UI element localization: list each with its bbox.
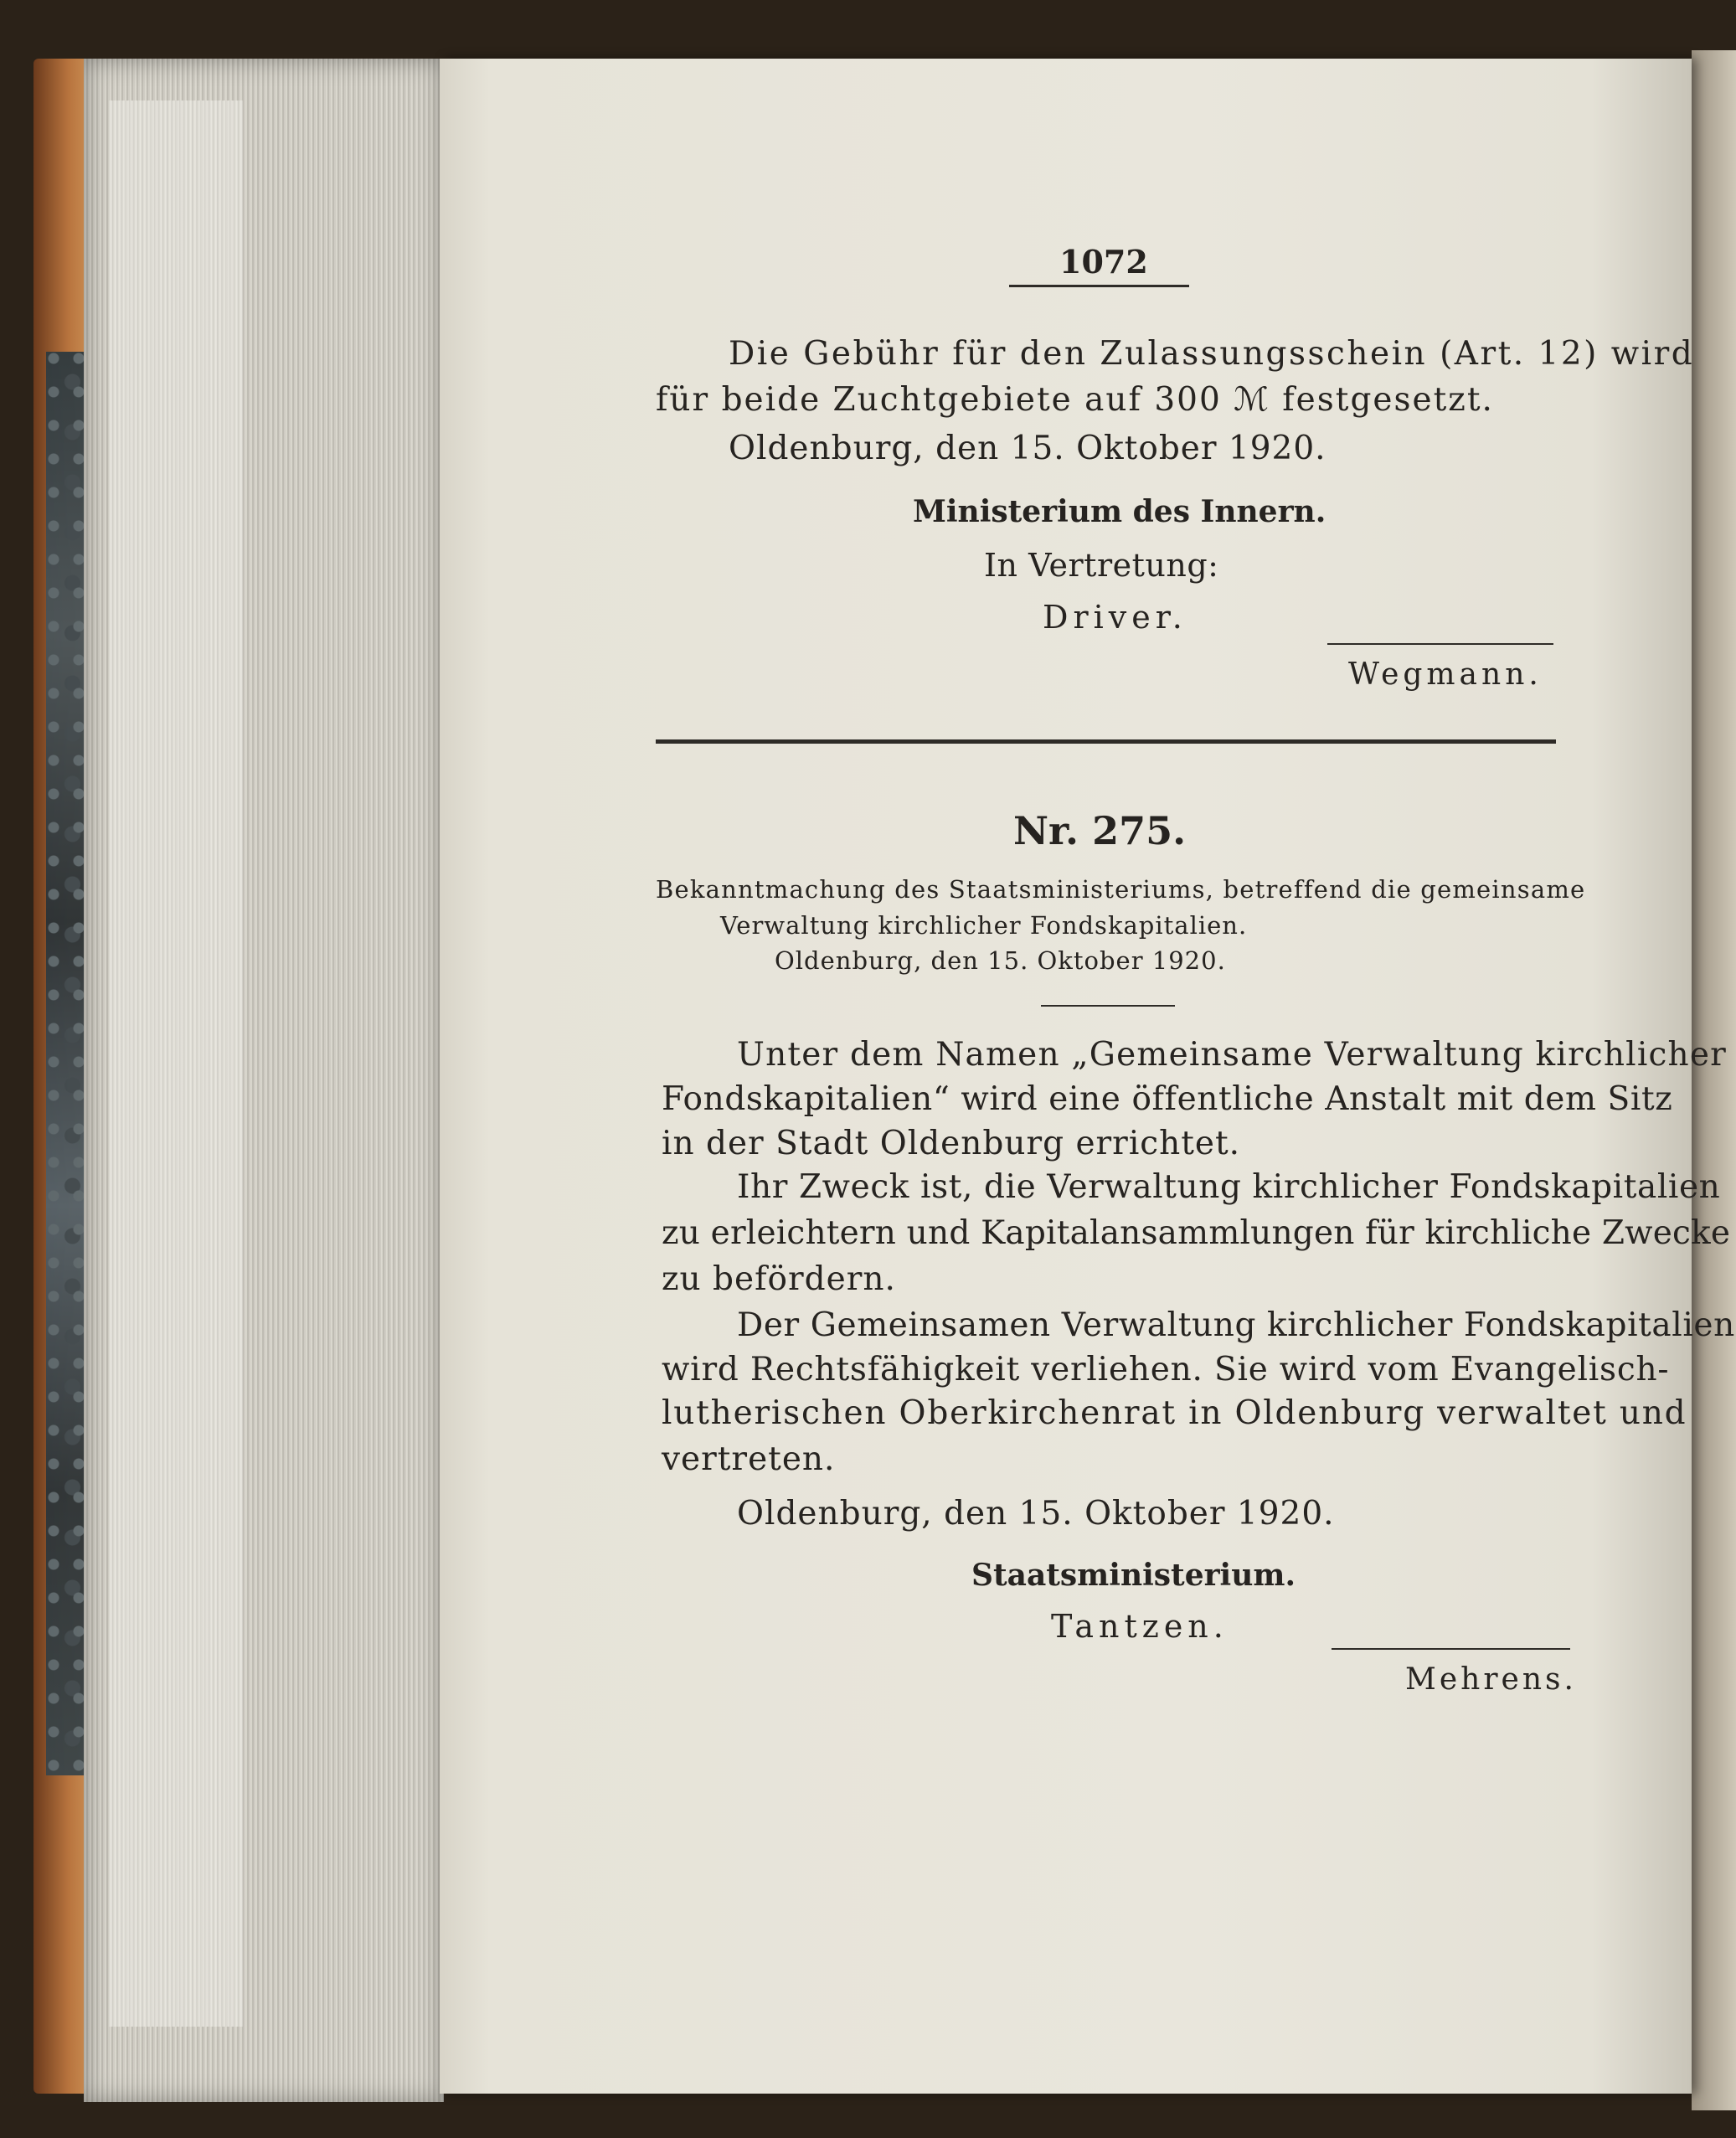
decree-p2-line3: zu befördern. (662, 1260, 896, 1298)
signature-rule-1 (1327, 643, 1553, 645)
top-signature-wegmann: Wegmann. (1348, 657, 1543, 692)
decree-p3-line2: wird Rechtsfähigkeit verliehen. Sie wird vom Evangelisch- (662, 1351, 1670, 1388)
decree-signature-tantzen: Tantzen. (1051, 1608, 1229, 1645)
top-representation: In Vertretung: (984, 547, 1219, 584)
top-line-2: für beide Zuchtgebiete auf 300 ℳ festgesetzt. (656, 381, 1494, 419)
decree-signature-mehrens: Mehrens. (1405, 1662, 1577, 1697)
decree-p3-line4: vertreten. (662, 1440, 836, 1478)
top-date-line: Oldenburg, den 15. Oktober 1920. (729, 430, 1326, 467)
page-number-rule (1009, 285, 1189, 287)
decree-heading-1: Bekanntmachung des Staatsministeriums, betreffend die gemeinsame (656, 875, 1586, 904)
decree-p1-line2: Fondskapitalien“ wird eine öffentliche Anstalt mit dem Sitz (662, 1080, 1673, 1118)
top-signature-driver: Driver. (1043, 599, 1187, 636)
top-line-1: Die Gebühr für den Zulassungsschein (Art. 12) wird (729, 335, 1695, 373)
page-number: 1072 (1059, 243, 1148, 281)
decree-p2-line1: Ihr Zweck ist, die Verwaltung kirchlicher Fondskapitalien (737, 1168, 1721, 1206)
section-divider (656, 739, 1556, 744)
decree-p3-line3: lutherischen Oberkirchenrat in Oldenburg verwaltet und (662, 1394, 1687, 1432)
next-page-edge (1692, 50, 1736, 2110)
page-edges-highlight (109, 100, 243, 2027)
decree-p1-line1: Unter dem Namen „Gemeinsame Verwaltung kirchlicher (737, 1036, 1727, 1074)
decree-date-line: Oldenburg, den 15. Oktober 1920. (737, 1495, 1335, 1533)
decree-p3-line1: Der Gemeinsamen Verwaltung kirchlicher Fondskapitalien (737, 1306, 1735, 1344)
top-ministry: Ministerium des Innern. (913, 494, 1326, 529)
decree-heading-2: Verwaltung kirchlicher Fondskapitalien. (720, 911, 1248, 940)
decree-p1-line3: in der Stadt Oldenburg errichtet. (662, 1125, 1241, 1162)
decree-p2-line2: zu erleichtern und Kapitalansammlungen für kirchliche Zwecke (662, 1214, 1731, 1252)
signature-rule-2 (1332, 1648, 1570, 1650)
decree-heading-date: Oldenburg, den 15. Oktober 1920. (775, 946, 1226, 975)
decree-ministry: Staatsministerium. (971, 1558, 1296, 1593)
decree-heading-rule (1041, 1005, 1175, 1007)
decree-number: Nr. 275. (1013, 808, 1187, 853)
